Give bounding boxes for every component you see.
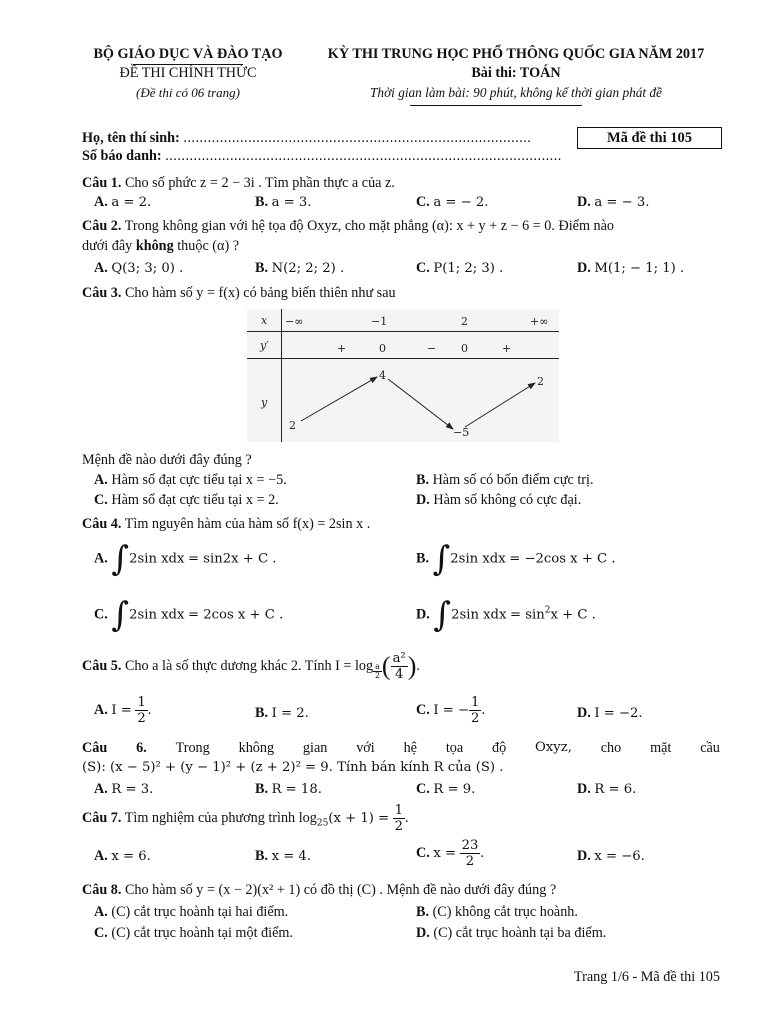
q6-option-d: D. R = 6. <box>577 781 637 797</box>
question-6-line2: (S): (x − 5)² + (y − 1)² + (z + 2)² = 9. Tính bán kính R của (S) . <box>82 760 504 775</box>
integral-sign-icon: ∫ <box>111 539 130 579</box>
q4-option-b: B. ∫2sin xdx = −2cos x + C . <box>416 539 616 579</box>
q4-option-d: D. ∫2sin xdx = $\sin^2x + C$ . <box>416 595 596 635</box>
question-label: Câu 1. <box>82 175 122 191</box>
q8-option-c: C. (C) cắt trục hoành tại một điểm. <box>94 925 293 941</box>
arrow-down <box>388 379 453 429</box>
q1-option-c: C. a = − 2. <box>416 194 489 210</box>
question-text: Cho số phức z = 2 − 3i . Tìm phần thực a của z. <box>124 175 395 191</box>
q6-option-c: C. R = 9. <box>416 781 476 797</box>
question-8 <box>82 882 556 899</box>
q1-option-d: D. a = − 3. <box>577 194 650 210</box>
question-2-line2: dưới đây không thuộc (α) ? <box>82 238 240 254</box>
q8-option-d: D. (C) cắt trục hoành tại ba điểm. <box>416 925 607 941</box>
table-x-value: −1 <box>371 315 388 328</box>
q3-option-d: D. Hàm số không có cực đại. <box>416 492 582 508</box>
table-x-label: x <box>261 314 268 327</box>
q7-option-a: A. x = 6. <box>94 848 151 864</box>
candidate-id-label: Số báo danh: <box>82 148 162 164</box>
q3-question: Mệnh đề nào dưới đây đúng ? <box>82 452 252 468</box>
title-underline <box>410 105 582 106</box>
q3-option-b: B. Hàm số có bốn điểm cực trị. <box>416 472 594 488</box>
question-text-line1: Trong không gian với hệ tọa độ Oxyz, cho mặt phẳng (α): x + y + z − 6 = 0. Điểm nào <box>124 218 615 234</box>
question-label: Câu 8. <box>82 882 122 898</box>
arrow-up <box>465 383 535 427</box>
pages-note: (Đề thi có 06 trang) <box>136 85 240 100</box>
q2-option-a: A. Q(3; 3; 0) . <box>94 260 184 276</box>
q6-option-b: B. R = 18. <box>255 781 322 797</box>
candidate-name-dots: ...................................................................................... <box>183 130 532 146</box>
question-1 <box>82 175 395 192</box>
ministry-underline <box>133 64 243 65</box>
question-6: Câu 6. Trong không gian với hệ tọa độ Oxyz, cho mặt cầu <box>82 740 720 756</box>
q5-option-b: B. I = 2. <box>255 705 309 721</box>
exam-title: KỲ THI TRUNG HỌC PHỔ THÔNG QUỐC GIA NĂM 2017 <box>327 46 705 62</box>
q7-option-d: D. x = −6. <box>577 848 645 864</box>
question-label: Câu 5. <box>82 657 122 674</box>
log-argument-fraction: $\frac{\text{a²}}{4}$ <box>392 651 406 682</box>
header-left <box>82 45 294 102</box>
q4-option-c: C. ∫2sin xdx = 2cos x + C . <box>94 595 284 635</box>
variation-arrows <box>247 309 559 442</box>
table-x-value: 2 <box>461 315 468 328</box>
question-text: Cho a là số thực dương khác 2. Tính I = log <box>124 657 374 674</box>
table-sign: + <box>502 342 512 355</box>
question-label: Câu 7. <box>82 809 122 826</box>
table-sign: + <box>337 342 347 355</box>
question-5: Câu 5. Cho a là số thực dương khác 2. Tính I = log $\frac{a}{2}$ ( $\frac{\text{a²}}{4}$ ). <box>82 651 420 682</box>
table-y-value: −5 <box>453 426 470 439</box>
integral-sign-icon: ∫ <box>433 595 452 635</box>
variation-table <box>247 309 559 442</box>
question-2 <box>82 218 614 235</box>
ministry-name: BỘ GIÁO DỤC VÀ ĐÀO TẠO <box>93 46 283 62</box>
table-y-value: 4 <box>379 369 386 382</box>
candidate-id-line <box>82 148 562 165</box>
q7-option-b: B. x = 4. <box>255 848 312 864</box>
table-x-value: +∞ <box>530 315 549 328</box>
q4-option-a: A. ∫2sin xdx = sin2x + C . <box>94 539 277 579</box>
table-zero: 0 <box>461 342 468 355</box>
q8-option-b: B. (C) không cắt trục hoành. <box>416 904 578 920</box>
subject-label: Bài thi: TOÁN <box>471 65 561 81</box>
candidate-name-line <box>82 130 531 147</box>
table-x-value: −∞ <box>285 315 304 328</box>
q8-option-a: A. (C) cắt trục hoành tại hai điểm. <box>94 904 289 920</box>
exam-code-box: Mã đề thi 105 <box>577 127 722 149</box>
official-exam-label: ĐỀ THI CHÍNH THỨC <box>119 65 257 81</box>
candidate-id-dots: .................................................................................................. <box>165 148 562 164</box>
table-yprime-label: y′ <box>260 339 269 352</box>
candidate-name-label: Họ, tên thí sinh: <box>82 130 180 146</box>
q7-option-c: C. x = $\frac{23}{2}$ . <box>416 838 484 869</box>
table-sign: − <box>427 342 437 355</box>
q5-option-d: D. I = −2. <box>577 705 643 721</box>
arrow-up <box>301 377 377 421</box>
question-text: Tìm nguyên hàm của hàm số f(x) = 2sin x . <box>124 516 371 532</box>
table-y-label: y <box>261 396 268 409</box>
q3-option-c: C. Hàm số đạt cực tiểu tại x = 2. <box>94 492 279 508</box>
log-base-fraction: $\frac{a}{2}$ <box>374 661 381 680</box>
table-y-value: 2 <box>289 419 296 432</box>
q5-option-c: C. I = − $\frac{1}{2}$ . <box>416 695 485 726</box>
question-7: Câu 7. Tìm nghiệm của phương trình $\log_{25}(x + 1)$ = $\frac{1}{2}$ . <box>82 803 409 834</box>
q6-option-a: A. R = 3. <box>94 781 154 797</box>
table-zero: 0 <box>379 342 386 355</box>
q1-option-b: B. a = 3. <box>255 194 312 210</box>
time-note: Thời gian làm bài: 90 phút, không kể thời gian phát đề <box>370 85 662 100</box>
q5-option-a: A. I = $\frac{1}{2}$ . <box>94 695 152 726</box>
question-3 <box>82 285 396 302</box>
integral-sign-icon: ∫ <box>111 595 130 635</box>
table-y-value: 2 <box>537 375 544 388</box>
question-label: Câu 2. <box>82 218 122 234</box>
integral-sign-icon: ∫ <box>432 539 451 579</box>
q1-option-a: A. a = 2. <box>94 194 152 210</box>
page-footer: Trang 1/6 - Mã đề thi 105 <box>573 969 720 985</box>
question-text: Cho hàm số y = f(x) có bảng biến thiên như sau <box>124 285 396 301</box>
q2-option-c: C. P(1; 2; 3) . <box>416 260 504 276</box>
question-label: Câu 3. <box>82 285 122 301</box>
q2-option-b: B. N(2; 2; 2) . <box>255 260 345 276</box>
q3-option-a: A. Hàm số đạt cực tiểu tại x = −5. <box>94 472 287 488</box>
question-4 <box>82 516 370 533</box>
header-right <box>318 45 714 102</box>
question-label: Câu 4. <box>82 516 122 532</box>
q2-option-d: D. M(1; − 1; 1) . <box>577 260 685 276</box>
question-text: Cho hàm số y = (x − 2)(x² + 1) có đồ thị (C) . Mệnh đề nào dưới đây đúng ? <box>124 882 557 898</box>
